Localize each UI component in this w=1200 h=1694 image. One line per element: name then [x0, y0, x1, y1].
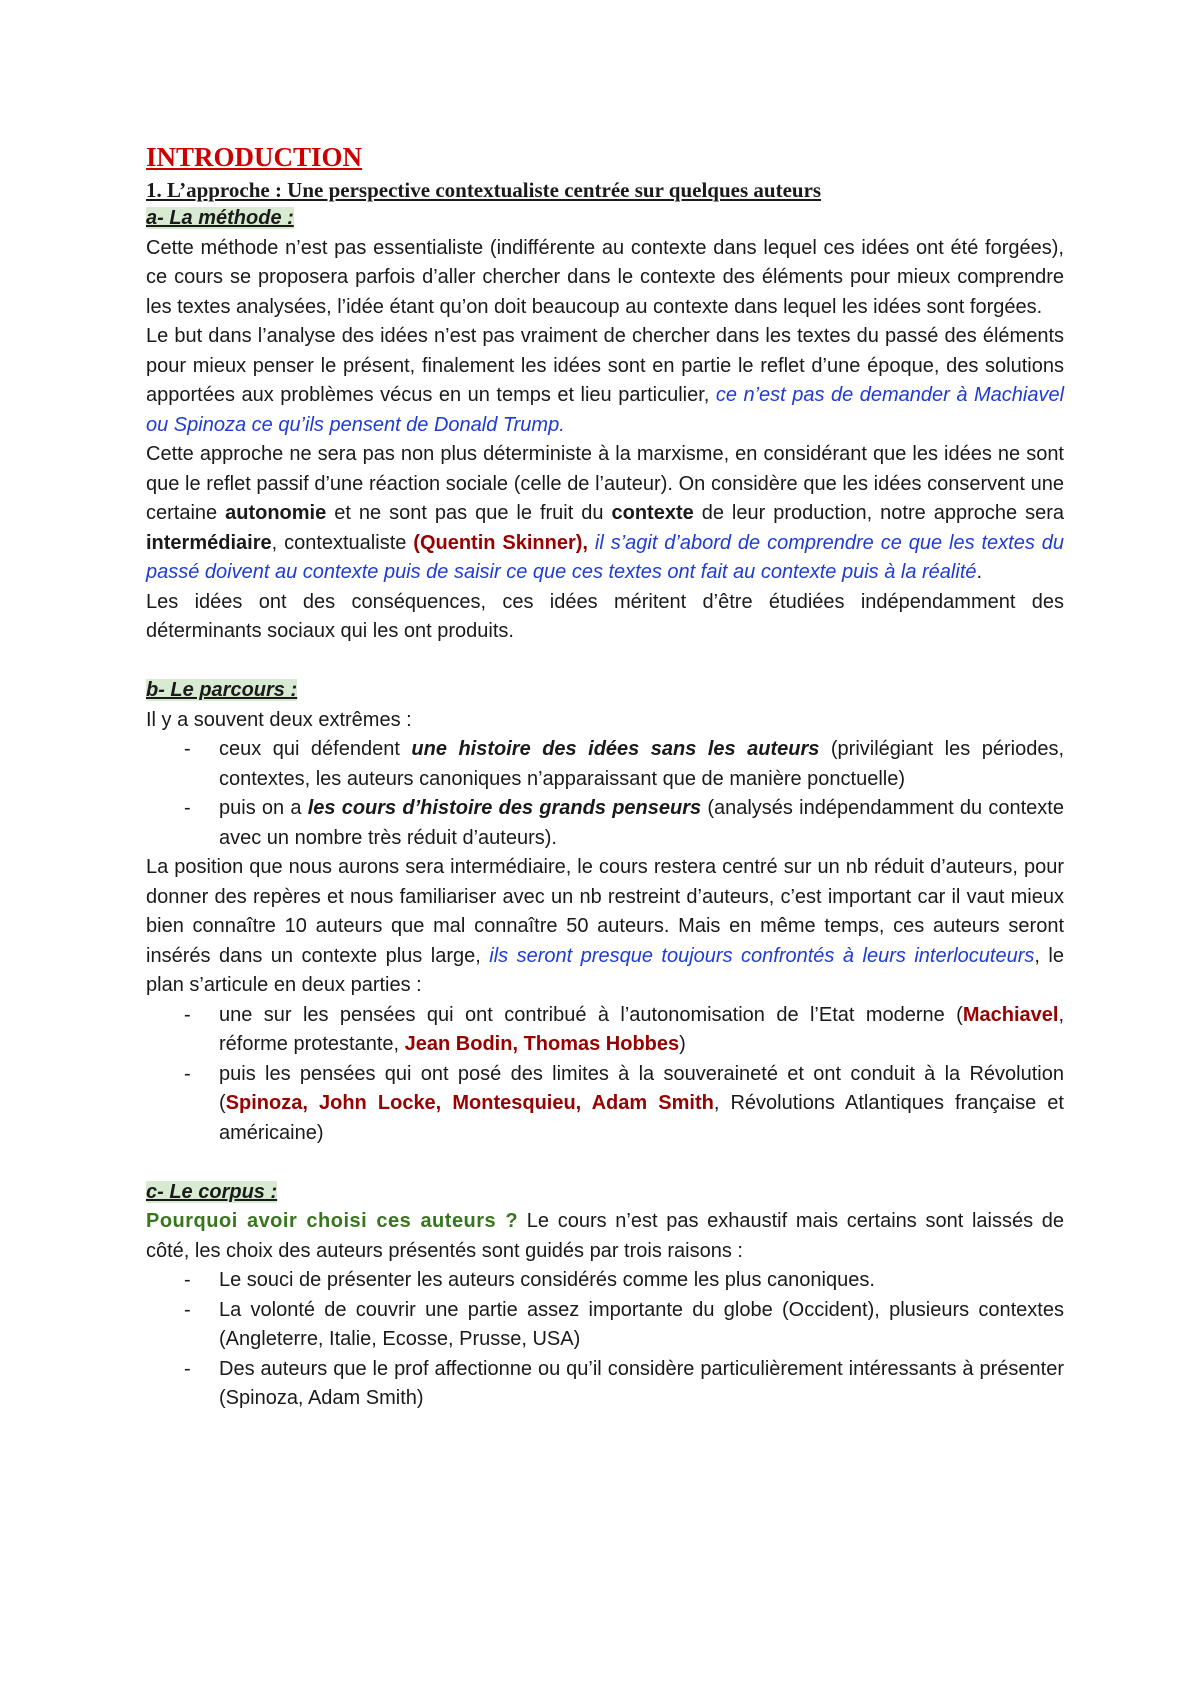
list-item: - puis on a les cours d’histoire des grands penseurs (analysés indépendamment du contexte avec un nombre très réduit d’auteurs).: [146, 794, 1064, 853]
reasons-list: [146, 1266, 1064, 1414]
list-item: - Des auteurs que le prof affectionne ou qu’il considère particulièrement intéressants à présenter (Spinoza, Adam Smith): [146, 1355, 1064, 1414]
subheading-methode: a- La méthode :: [146, 207, 294, 229]
document-page: [146, 140, 1064, 1414]
keyword-contexte: contexte: [611, 502, 694, 524]
methode-paragraph-3: Cette approche ne sera pas non plus déterministe à la marxisme, en considérant que les idées ne sont que le reflet passif d’une réaction sociale (celle de l’auteur). On considère que les idées conservent une certaine autonomie et ne sont pas que le fruit du contexte de leur production, notre approche sera intermédiaire, contextualiste (Quentin Skinner), il s’agit d’abord de comprendre ce que les textes du passé doivent au contexte puis de saisir ce que ces textes ont fait au contexte puis à la réalité.: [146, 443, 1065, 583]
plan-list: [146, 1001, 1064, 1149]
section-1-title: 1. L’approche : Une perspective contextualiste centrée sur quelques auteurs: [146, 178, 822, 202]
list-item: - puis les pensées qui ont posé des limites à la souveraineté et ont conduit à la Révolution (Spinoza, John Locke, Montesquieu, Adam Smith, Révolutions Atlantiques française et américaine): [146, 1060, 1064, 1149]
keyword-autonomie: autonomie: [225, 502, 327, 524]
keyword-intermediaire: intermédiaire: [146, 531, 272, 554]
blue-italic-note: ce n’est pas de demander à Machiavel ou Spinoza ce qu’ils pensent de Donald Trump.: [146, 384, 1065, 436]
methode-paragraph-1: Cette méthode n’est pas essentialiste (indifférente au contexte dans lequel ces idées ont été forgées), ce cours se proposera parfois d’aller chercher dans le contexte des éléments pour mieux comprendre les textes analysées, l’idée étant qu’on doit beaucoup au contexte dans lequel les idées sont forgées.: [146, 236, 1064, 318]
list-item: - Le souci de présenter les auteurs considérés comme les plus canoniques.: [146, 1266, 1064, 1296]
subheading-corpus: c- Le corpus :: [146, 1180, 278, 1203]
spacer: [146, 647, 1064, 677]
methode-paragraph-2: Le but dans l’analyse des idées n’est pas vraiment de chercher dans les textes du passé des éléments pour mieux penser le présent, finalement les idées sont en partie le reflet d’une époque, des solutions apportées aux problèmes vécus en un temps et lieu particulier, ce n’est pas de demander à Machiavel ou Spinoza ce qu’ils pensent de Donald Trump.: [146, 325, 1065, 436]
list-item: - une sur les pensées qui ont contribué à l’autonomisation de l’Etat moderne (Machiavel, réforme protestante, Jean Bodin, Thomas Hobbes): [146, 1001, 1064, 1060]
parcours-intro: Il y a souvent deux extrêmes :: [146, 708, 412, 731]
subheading-parcours: b- Le parcours :: [146, 679, 298, 701]
corpus-paragraph: Pourquoi avoir choisi ces auteurs ? Le cours n’est pas exhaustif mais certains sont laissés de côté, les choix des auteurs présentés sont guidés par trois raisons :: [146, 1210, 1064, 1262]
extremes-list: [146, 735, 1064, 853]
list-item: - ceux qui défendent une histoire des idées sans les auteurs (privilégiant les périodes, contextes, les auteurs canoniques n’apparaissant que de manière ponctuelle): [146, 735, 1064, 794]
methode-paragraph-4: Les idées ont des conséquences, ces idées méritent d’être étudiées indépendamment des déterminants sociaux qui les ont produits.: [146, 590, 1064, 642]
list-item: - La volonté de couvrir une partie assez importante du globe (Occident), plusieurs contextes (Angleterre, Italie, Ecosse, Prusse, USA): [146, 1296, 1064, 1355]
corpus-question: Pourquoi avoir choisi ces auteurs ?: [146, 1210, 519, 1232]
blue-italic-note: il s’agit d’abord de comprendre ce que les textes du passé doivent au contexte puis de saisir ce que ces textes ont fait au contexte puis à la réalité: [146, 531, 1065, 583]
parcours-paragraph: La position que nous aurons sera intermédiaire, le cours restera centré sur un nb réduit d’auteurs, pour donner des repères et nous familiariser avec un nb restreint d’auteurs, c’est important car il vaut mieux bien connaître 10 auteurs que mal connaître 50 auteurs. Mais en même temps, ces auteurs seront insérés dans un contexte plus large, ils seront presque toujours confrontés à leurs interlocuteurs, le plan s’articule en deux parties :: [146, 856, 1064, 996]
document-title: INTRODUCTION: [146, 142, 363, 172]
spacer: [146, 1148, 1064, 1178]
author-skinner: (Quentin Skinner),: [413, 531, 588, 554]
blue-italic-note: ils seront presque toujours confrontés à leurs interlocuteurs: [489, 944, 1035, 967]
